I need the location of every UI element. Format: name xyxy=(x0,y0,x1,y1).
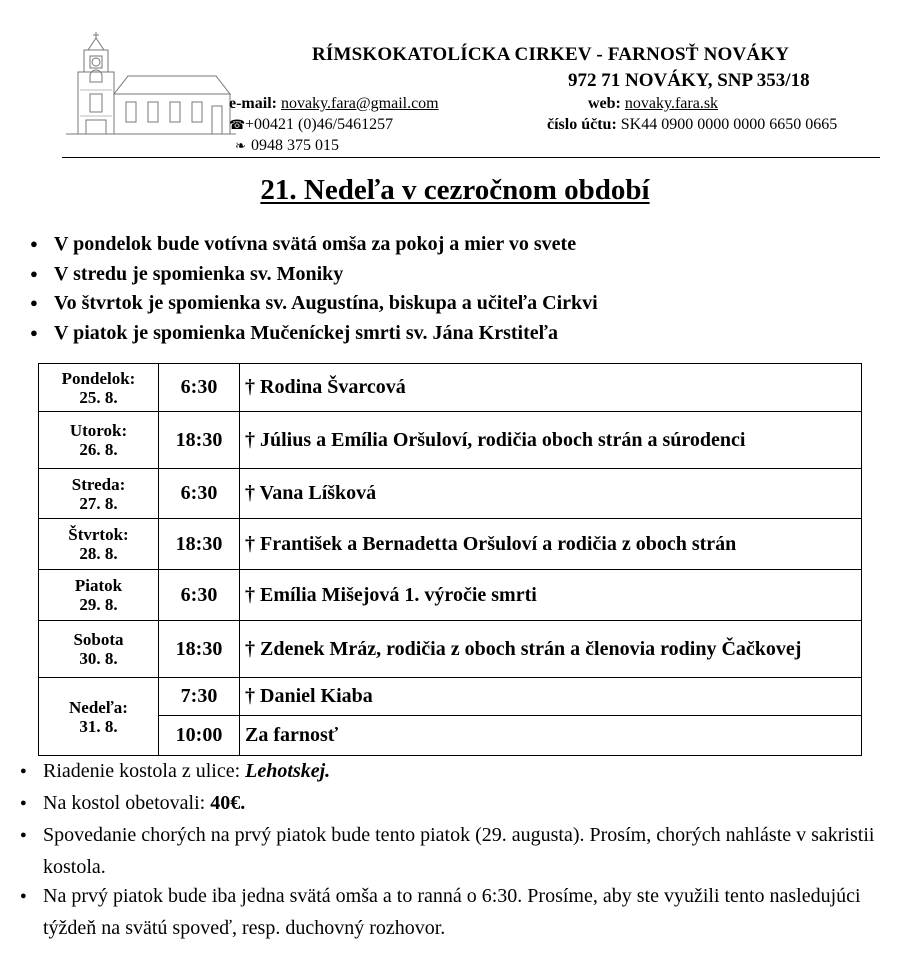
intention-cell: † Emília Mišejová 1. výročie smrti xyxy=(240,570,862,621)
web-row xyxy=(588,95,718,113)
list-item: ● Vo štvrtok je spomienka sv. Augustína, biskupa a učiteľa Cirkvi xyxy=(30,289,598,319)
intention-cell: † Vana Líšková xyxy=(240,469,862,519)
day-cell: Streda: 27. 8. xyxy=(39,469,159,519)
intention-cell: † František a Bernadetta Oršuloví a rodičia z oboch strán xyxy=(240,519,862,570)
table-row xyxy=(39,519,862,570)
mobile-row xyxy=(235,137,339,155)
intention-cell: † Daniel Kiaba xyxy=(240,678,862,716)
list-item: ● V stredu je spomienka sv. Moniky xyxy=(30,260,598,290)
phone-row xyxy=(229,116,393,134)
day-cell: Sobota 30. 8. xyxy=(39,621,159,678)
time-cell: 6:30 xyxy=(159,469,240,519)
header-divider xyxy=(62,157,880,158)
table-row xyxy=(39,364,862,412)
time-cell: 18:30 xyxy=(159,412,240,469)
mobile-phone-icon: ❧ xyxy=(235,138,246,153)
list-item: ● Na kostol obetovali: 40€. xyxy=(20,789,890,821)
phone-number: +00421 (0)46/5461257 xyxy=(245,116,394,133)
table-row xyxy=(39,716,862,756)
announcement-list xyxy=(30,230,598,348)
intention-cell: † Zdenek Mráz, rodičia z oboch strán a členovia rodiny Čačkovej xyxy=(240,621,862,678)
account-row xyxy=(547,116,837,134)
intention-cell: † Július a Emília Oršuloví, rodičia oboch strán a súrodenci xyxy=(240,412,862,469)
day-cell: Utorok: 26. 8. xyxy=(39,412,159,469)
email-label: e-mail: xyxy=(229,95,277,112)
web-label: web: xyxy=(588,95,621,112)
time-cell: 7:30 xyxy=(159,678,240,716)
account-label: číslo účtu: xyxy=(547,116,617,133)
telephone-icon: ☎ xyxy=(229,117,246,132)
time-cell: 6:30 xyxy=(159,364,240,412)
table-row xyxy=(39,469,862,519)
table-row xyxy=(39,678,862,716)
mobile-number: 0948 375 015 xyxy=(251,137,339,154)
parish-name: RÍMSKOKATOLÍCKA CIRKEV - FARNOSŤ NOVÁKY xyxy=(312,44,790,65)
list-item: ● V piatok je spomienka Mučeníckej smrti sv. Jána Krstiteľa xyxy=(30,319,598,349)
page-title: 21. Nedeľa v cezročnom období xyxy=(260,174,650,206)
time-cell: 18:30 xyxy=(159,519,240,570)
church-icon xyxy=(66,30,236,136)
day-cell: Štvrtok: 28. 8. xyxy=(39,519,159,570)
time-cell: 18:30 xyxy=(159,621,240,678)
list-item: ● Riadenie kostola z ulice: Lehotskej. xyxy=(20,757,890,789)
mass-schedule-table xyxy=(38,363,862,756)
table-row xyxy=(39,412,862,469)
day-cell: Nedeľa: 31. 8. xyxy=(39,678,159,756)
day-cell: Piatok 29. 8. xyxy=(39,570,159,621)
email-row xyxy=(229,95,439,113)
day-cell: Pondelok: 25. 8. xyxy=(39,364,159,412)
intention-cell: † Rodina Švarcová xyxy=(240,364,862,412)
parish-address: 972 71 NOVÁKY, SNP 353/18 xyxy=(568,70,810,91)
list-item: ● V pondelok bude votívna svätá omša za pokoj a mier vo svete xyxy=(30,230,598,260)
web-link[interactable]: novaky.fara.sk xyxy=(624,95,719,112)
list-item: ● Na prvý piatok bude iba jedna svätá omša a to ranná o 6:30. Prosíme, aby ste využili tento nasledujúci týždeň na svätú spoveď, resp. duchovný rozhovor. xyxy=(20,882,890,943)
account-number: SK44 0900 0000 0000 6650 0665 xyxy=(620,116,838,133)
street-name: Lehotskej. xyxy=(245,760,331,782)
table-row xyxy=(39,621,862,678)
time-cell: 10:00 xyxy=(159,716,240,756)
intention-cell: Za farnosť xyxy=(240,716,862,756)
collection-amount: 40€. xyxy=(210,792,246,814)
table-row xyxy=(39,570,862,621)
list-item: ● Spovedanie chorých na prvý piatok bude tento piatok (29. augusta). Prosím, chorých nahláste v sakristii kostola. xyxy=(20,821,890,882)
time-cell: 6:30 xyxy=(159,570,240,621)
email-link[interactable]: novaky.fara@gmail.com xyxy=(280,95,439,112)
notes-list xyxy=(20,757,890,943)
